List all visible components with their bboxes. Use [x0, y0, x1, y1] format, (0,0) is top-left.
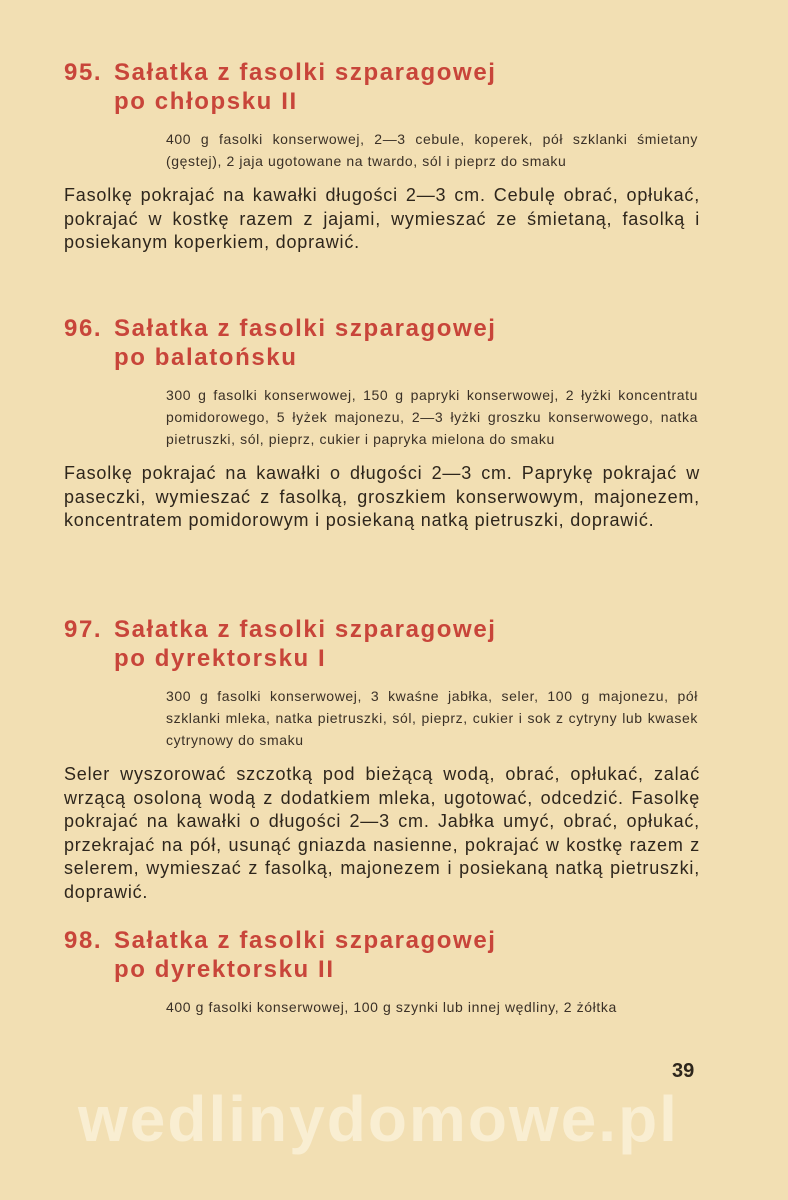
recipe-title	[64, 58, 704, 116]
recipe-title	[64, 314, 704, 372]
recipe-method: Fasolkę pokrajać na kawałki o długości 2—3 cm. Paprykę pokrajać w paseczki, wymieszać z fasolką, groszkiem konserwowym, majonezem, koncentratem pomidorowym i posiekaną natką pietruszki, doprawić.	[64, 463, 700, 530]
recipe-97	[64, 615, 704, 904]
recipe-title-line2: po dyrektorsku I	[114, 645, 327, 672]
recipe-title-line1: Sałatka z fasolki szparagowej	[114, 315, 497, 342]
recipe-title	[64, 926, 704, 984]
recipe-title-line1: Sałatka z fasolki szparagowej	[114, 927, 497, 954]
recipe-ingredients: 400 g fasolki konserwowej, 2—3 cebule, koperek, pół szklanki śmietany (gęstej), 2 jaja ugotowane na twardo, sól i pieprz do smaku	[166, 131, 698, 169]
watermark: wedlinydomowe.pl	[78, 1083, 679, 1155]
recipe-number: 95.	[64, 59, 103, 86]
recipe-title-line2: po balatońsku	[114, 344, 298, 371]
recipe-95	[64, 58, 704, 255]
recipe-title-line1: Sałatka z fasolki szparagowej	[114, 59, 497, 86]
recipe-title-line1: Sałatka z fasolki szparagowej	[114, 616, 497, 643]
recipe-number: 97.	[64, 616, 103, 643]
recipe-method: Seler wyszorować szczotką pod bieżącą wodą, obrać, opłukać, zalać wrzącą osoloną wodą z dodatkiem mleka, ugotować, odcedzić. Fasolkę pokrajać na kawałki o długości 2—3 cm. Jabłka umyć, obrać, opłukać, przekrajać na pół, usunąć gniazda nasienne, pokrajać w kostkę razem z selerem, wymieszać z fasolką, majonezem i posiekaną natką pietruszki, doprawić.	[64, 764, 700, 902]
recipe-96	[64, 314, 704, 533]
recipe-98	[64, 926, 704, 1018]
recipe-number: 96.	[64, 315, 103, 342]
recipe-method: Fasolkę pokrajać na kawałki długości 2—3 cm. Cebulę obrać, opłukać, pokrajać w kostkę razem z jajami, wymieszać ze śmietaną, fasolką i posiekanym koperkiem, doprawić.	[64, 185, 700, 252]
recipe-title	[64, 615, 704, 673]
page-number: 39	[672, 1060, 695, 1082]
recipe-ingredients: 300 g fasolki konserwowej, 150 g papryki konserwowej, 2 łyżki koncentratu pomidorowego, 5 łyżek majonezu, 2—3 łyżki groszku konserwowego, natka pietruszki, sól, pieprz, cukier i papryka mielona do smaku	[166, 387, 698, 447]
recipe-number: 98.	[64, 927, 103, 954]
recipe-ingredients: 400 g fasolki konserwowej, 100 g szynki lub innej wędliny, 2 żółtka	[166, 999, 617, 1015]
recipe-ingredients: 300 g fasolki konserwowej, 3 kwaśne jabłka, seler, 100 g majonezu, pół szklanki mleka, natka pietruszki, sól, pieprz, cukier i sok z cytryny lub kwasek cytrynowy do smaku	[166, 688, 698, 748]
recipe-title-line2: po chłopsku II	[114, 88, 298, 115]
recipe-title-line2: po dyrektorsku II	[114, 956, 335, 983]
